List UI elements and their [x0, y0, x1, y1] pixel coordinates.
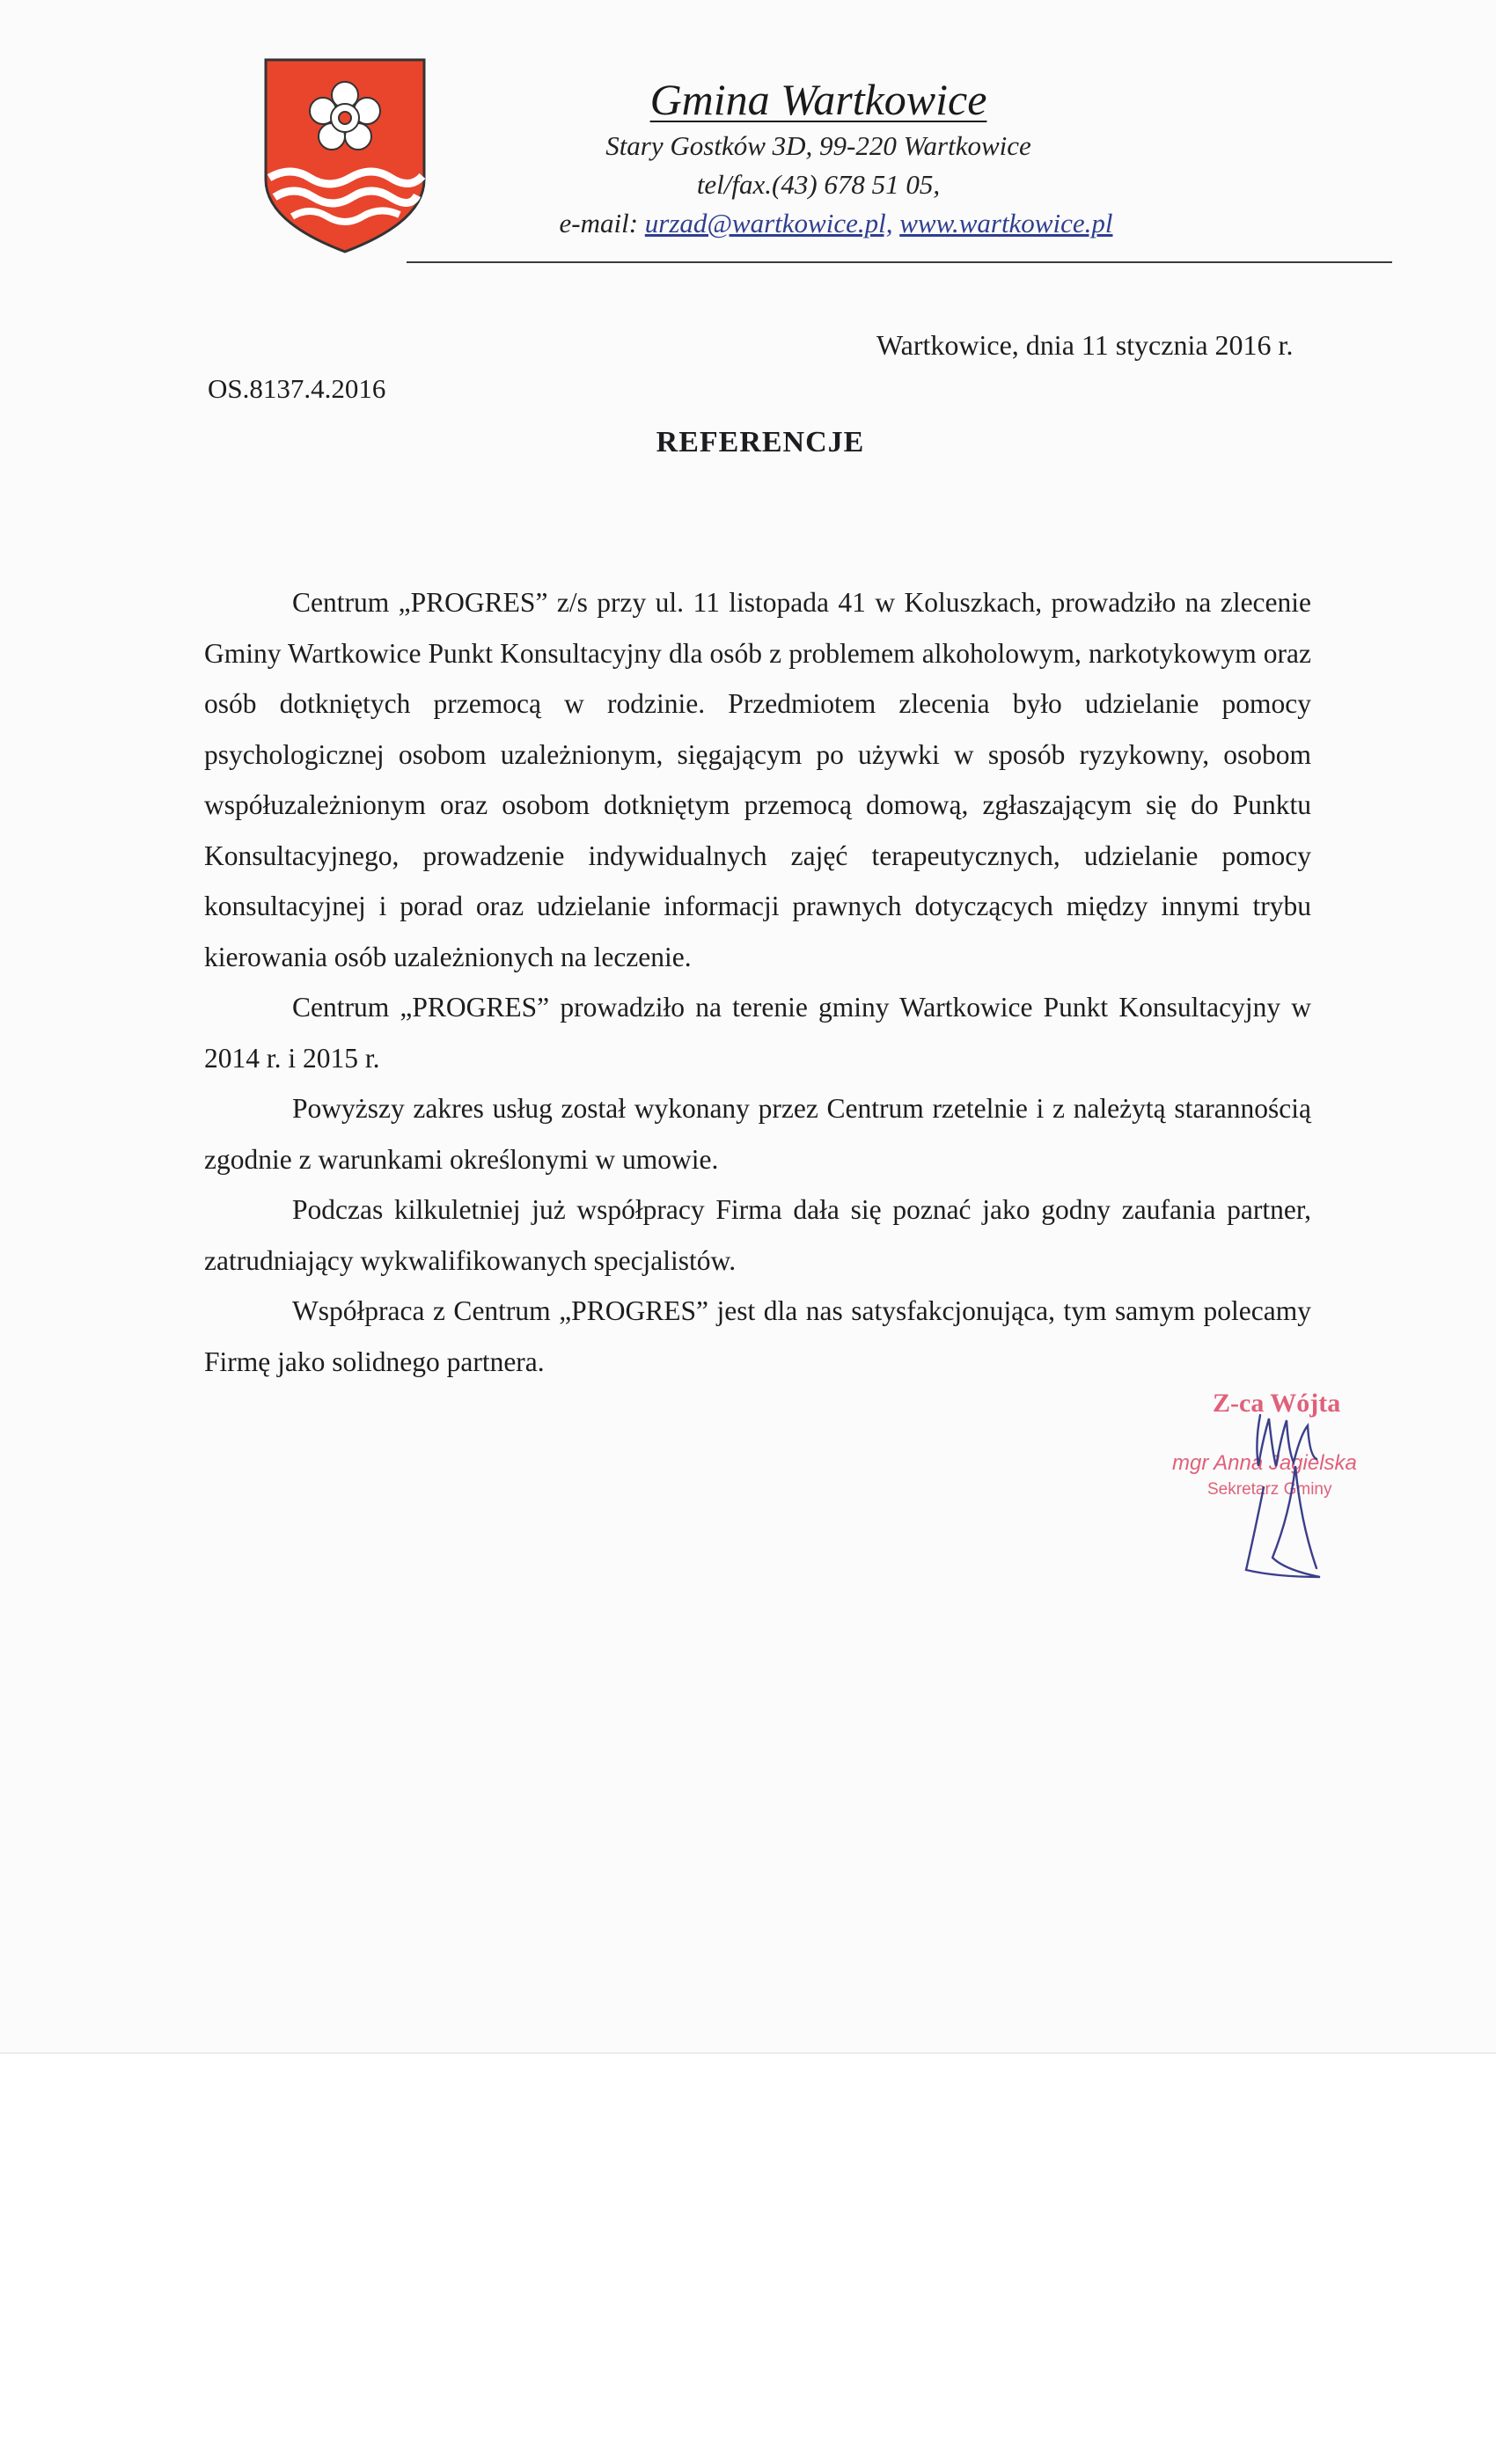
- email-label: e-mail:: [559, 208, 639, 238]
- phone: tel/fax.(43) 678 51 05,: [696, 169, 941, 200]
- paragraph: Powyższy zakres usług został wykonany przez Centrum rzetelnie i z należytą starannością zgodnie z warunkami określonymi w umowie.: [204, 1093, 1311, 1175]
- email-link[interactable]: urzad@wartkowice.pl,: [644, 208, 893, 238]
- header-divider: [407, 261, 1392, 263]
- paragraph: Centrum „PROGRES” prowadziło na terenie gminy Wartkowice Punkt Konsultacyjny w 2014 r. i 2015 r.: [204, 992, 1311, 1074]
- stamp-line-1: Z-ca Wójta: [1213, 1389, 1341, 1418]
- signature-stamp: [1144, 1382, 1426, 1602]
- coat-of-arms-icon: [260, 56, 429, 255]
- letter-body: [204, 577, 1311, 1387]
- contact-line: [493, 204, 1144, 243]
- place-date: Wartkowice, dnia 11 stycznia 2016 r.: [876, 329, 1294, 361]
- municipality-name: Gmina Wartkowice: [649, 75, 987, 124]
- stamp-line-3: Sekretarz Gminy: [1207, 1480, 1332, 1499]
- reference-number: OS.8137.4.2016: [208, 373, 386, 404]
- page-edge: [0, 2052, 1496, 2054]
- address: Stary Gostków 3D, 99-220 Wartkowice: [605, 130, 1031, 161]
- stamp-line-2: mgr Anna Jagielska: [1172, 1451, 1357, 1475]
- letterhead: [493, 72, 1144, 243]
- paragraph: Centrum „PROGRES” z/s przy ul. 11 listopada 41 w Koluszkach, prowadziło na zlecenie Gminy Wartkowice Punkt Konsultacyjny dla osób z problemem alkoholowym, narkotykowym oraz osób dotkniętych przemocą w rodzinie. Przedmiotem zlecenia było udzielanie pomocy psychologicznej osobom uzależnionym, sięgającym po używki w sposób ryzykowny, osobom współuzależnionym oraz osobom dotkniętym przemocą domową, zgłaszającym się do Punktu Konsultacyjnego, prowadzenie indywidualnych zajęć terapeutycznych, udzielanie pomocy konsultacyjnej i porad oraz udzielanie informacji prawnych dotyczących między innymi trybu kierowania osób uzależnionych na leczenie.: [204, 587, 1311, 972]
- paragraph: Współpraca z Centrum „PROGRES” jest dla nas satysfakcjonująca, tym samym polecamy Firmę jako solidnego partnera.: [204, 1295, 1311, 1377]
- document-title: REFERENCJE: [656, 426, 865, 458]
- website-link[interactable]: www.wartkowice.pl: [899, 208, 1113, 238]
- paragraph: Podczas kilkuletniej już współpracy Firma dała się poznać jako godny zaufania partner, zatrudniający wykwalifikowanych specjalistów.: [204, 1194, 1311, 1276]
